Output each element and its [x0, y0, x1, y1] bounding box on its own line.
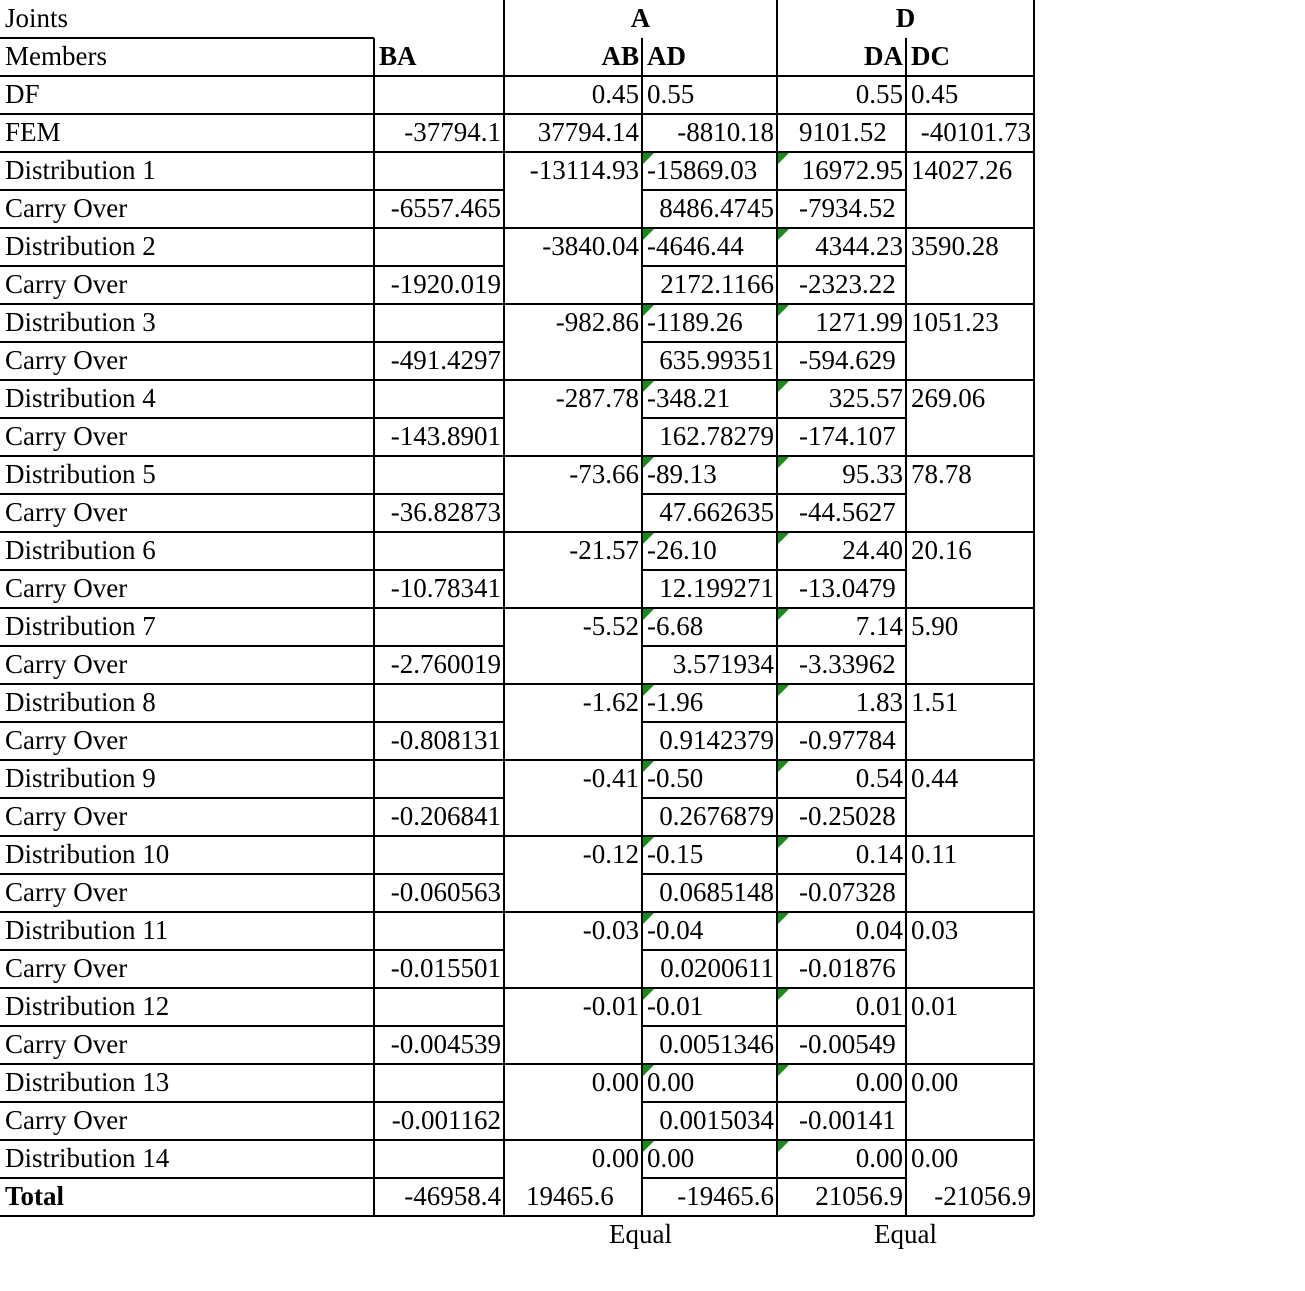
- row-label: Distribution 14: [5, 1143, 170, 1173]
- grid-line: [0, 645, 374, 647]
- cell-dc: 0.01: [911, 991, 959, 1021]
- grid-line: [374, 645, 504, 647]
- grid-line: [776, 0, 778, 1216]
- cell-ad: 0.9142379: [659, 725, 774, 755]
- error-indicator-icon: [778, 609, 789, 620]
- cell-dc: [906, 646, 1034, 684]
- grid-line: [374, 569, 504, 571]
- cell-da: -0.00141: [799, 1105, 896, 1135]
- row-label: Carry Over: [5, 649, 128, 679]
- grid-line: [0, 1025, 374, 1027]
- member-header-dc: DC: [911, 41, 950, 71]
- row-label: Carry Over: [5, 953, 128, 983]
- grid-line: [0, 721, 374, 723]
- row-label: Distribution 11: [5, 915, 169, 945]
- cell-dc: [906, 190, 1034, 228]
- joint-d-note: Equal: [874, 1219, 937, 1249]
- row-label: Distribution 5: [5, 459, 156, 489]
- cell-ad: 47.662635: [659, 497, 774, 527]
- cell-ba: [374, 76, 504, 114]
- error-indicator-icon: [778, 913, 789, 924]
- cell-dc: [906, 266, 1034, 304]
- grid-line: [0, 1063, 1034, 1065]
- cell-ab: [504, 418, 642, 456]
- row-label: Carry Over: [5, 1029, 128, 1059]
- cell-ad: -1.96: [647, 687, 704, 717]
- cell-ab: [504, 494, 642, 532]
- cell-dc: [906, 1026, 1034, 1064]
- cell-ba: -2.760019: [390, 649, 501, 679]
- cell-ab: 37794.14: [537, 117, 639, 147]
- cell-ba: -0.001162: [391, 1105, 501, 1135]
- grid-line: [0, 75, 1034, 77]
- cell-ba: -10.78341: [390, 573, 501, 603]
- row-label: DF: [5, 79, 40, 109]
- grid-line: [0, 227, 1034, 229]
- error-indicator-icon: [643, 609, 654, 620]
- grid-line: [0, 569, 374, 571]
- error-indicator-icon: [778, 153, 789, 164]
- member-header-ba: BA: [379, 41, 417, 71]
- cell-ba: [374, 456, 504, 494]
- cell-ba: -46958.4: [404, 1181, 501, 1211]
- cell-dc: 78.78: [911, 459, 972, 489]
- cell-da: -0.07328: [799, 877, 896, 907]
- error-indicator-icon: [778, 305, 789, 316]
- grid-line: [777, 645, 906, 647]
- cell-ad: -19465.6: [677, 1181, 774, 1211]
- cell-da: 325.57: [828, 383, 903, 413]
- error-indicator-icon: [778, 229, 789, 240]
- cell-ad: 8486.4745: [659, 193, 774, 223]
- error-indicator-icon: [778, 457, 789, 468]
- error-indicator-icon: [778, 989, 789, 1000]
- row-label: Carry Over: [5, 1105, 128, 1135]
- row-label: Distribution 7: [5, 611, 156, 641]
- error-indicator-icon: [778, 1141, 789, 1152]
- cell-dc: 0.00: [911, 1067, 959, 1097]
- cell-dc: 0.11: [911, 839, 958, 869]
- cell-dc: [906, 874, 1034, 912]
- grid-line: [642, 645, 777, 647]
- cell-ab: 0.45: [591, 79, 639, 109]
- grid-line: [0, 949, 374, 951]
- cell-ab: 0.00: [591, 1067, 639, 1097]
- cell-ad: -15869.03: [647, 155, 758, 185]
- grid-line: [374, 265, 504, 267]
- cell-ad: -0.04: [647, 915, 704, 945]
- cell-dc: 1.51: [911, 687, 959, 717]
- cell-ab: [504, 950, 642, 988]
- cell-ad: 0.0200611: [660, 953, 774, 983]
- member-header-ab: AB: [601, 41, 639, 71]
- cell-ab: [504, 342, 642, 380]
- row-label: FEM: [5, 117, 61, 147]
- cell-ba: -1920.019: [390, 269, 501, 299]
- grid-line: [642, 1177, 777, 1179]
- grid-line: [642, 797, 777, 799]
- error-indicator-icon: [778, 761, 789, 772]
- total-label: Total: [5, 1181, 65, 1211]
- cell-ad: -26.10: [647, 535, 717, 565]
- cell-ad: 0.55: [647, 79, 695, 109]
- grid-line: [0, 873, 374, 875]
- cell-ab: -287.78: [555, 383, 639, 413]
- cell-ad: -348.21: [647, 383, 731, 413]
- cell-ab: -0.12: [582, 839, 639, 869]
- cell-dc: 0.00: [911, 1143, 959, 1173]
- cell-ad: -8810.18: [677, 117, 774, 147]
- cell-ad: 635.99351: [659, 345, 774, 375]
- grid-line: [642, 949, 777, 951]
- cell-dc: 0.03: [911, 915, 959, 945]
- cell-ab: -0.03: [582, 915, 639, 945]
- grid-line: [374, 949, 504, 951]
- error-indicator-icon: [643, 381, 654, 392]
- cell-da: -0.00549: [799, 1029, 896, 1059]
- row-label: Distribution 2: [5, 231, 156, 261]
- cell-ba: [374, 380, 504, 418]
- cell-dc: 20.16: [911, 535, 972, 565]
- cell-ad: 3.571934: [672, 649, 774, 679]
- error-indicator-icon: [643, 1065, 654, 1076]
- cell-dc: 5.90: [911, 611, 959, 641]
- grid-line: [0, 531, 1034, 533]
- cell-ad: 0.00: [647, 1143, 695, 1173]
- grid-line: [777, 1101, 906, 1103]
- grid-line: [1033, 0, 1035, 1216]
- grid-line: [642, 721, 777, 723]
- row-label: Distribution 1: [5, 155, 156, 185]
- grid-line: [0, 113, 1034, 115]
- joint-d-header: D: [895, 3, 916, 33]
- cell-ad: 0.0051346: [659, 1029, 774, 1059]
- grid-line: [642, 341, 777, 343]
- grid-line: [777, 265, 906, 267]
- grid-line: [0, 189, 374, 191]
- cell-ab: [504, 722, 642, 760]
- row-label: Distribution 4: [5, 383, 156, 413]
- cell-ad: 162.78279: [659, 421, 774, 451]
- cell-da: -3.33962: [799, 649, 896, 679]
- cell-ba: -0.206841: [390, 801, 501, 831]
- cell-ba: [374, 532, 504, 570]
- cell-ba: [374, 152, 504, 190]
- grid-line: [777, 797, 906, 799]
- cell-da: 24.40: [842, 535, 903, 565]
- cell-ba: [374, 228, 504, 266]
- row-label: Distribution 10: [5, 839, 170, 869]
- error-indicator-icon: [643, 533, 654, 544]
- cell-dc: 0.44: [911, 763, 959, 793]
- cell-da: 4344.23: [815, 231, 903, 261]
- cell-ab: -3840.04: [542, 231, 639, 261]
- cell-da: -2323.22: [799, 269, 896, 299]
- cell-dc: [906, 722, 1034, 760]
- grid-line: [0, 1101, 374, 1103]
- cell-ab: [504, 1102, 642, 1140]
- cell-ba: [374, 608, 504, 646]
- cell-ad: 12.199271: [659, 573, 774, 603]
- error-indicator-icon: [643, 1141, 654, 1152]
- error-indicator-icon: [643, 761, 654, 772]
- cell-dc: -21056.9: [934, 1181, 1031, 1211]
- joints-label: Joints: [5, 3, 69, 33]
- error-indicator-icon: [643, 837, 654, 848]
- member-header-ad: AD: [647, 41, 686, 71]
- error-indicator-icon: [643, 229, 654, 240]
- grid-line: [373, 38, 375, 1216]
- grid-line: [0, 1215, 1034, 1217]
- grid-line: [0, 379, 1034, 381]
- cell-ba: -37794.1: [404, 117, 501, 147]
- cell-ab: [504, 266, 642, 304]
- grid-line: [642, 265, 777, 267]
- cell-ab: [504, 646, 642, 684]
- grid-line: [777, 1177, 906, 1179]
- member-header-da: DA: [864, 41, 903, 71]
- cell-ad: 2172.1166: [660, 269, 774, 299]
- cell-ad: 0.0015034: [659, 1105, 774, 1135]
- grid-line: [374, 1101, 504, 1103]
- grid-line: [0, 911, 1034, 913]
- grid-line: [374, 189, 504, 191]
- cell-ba: [374, 1140, 504, 1178]
- cell-da: 0.00: [855, 1143, 903, 1173]
- row-label: Carry Over: [5, 877, 128, 907]
- cell-dc: [906, 570, 1034, 608]
- cell-ba: -491.4297: [390, 345, 501, 375]
- cell-da: -174.107: [799, 421, 896, 451]
- cell-ba: [374, 912, 504, 950]
- cell-ab: [504, 1026, 642, 1064]
- joint-a-header: A: [630, 3, 651, 33]
- error-indicator-icon: [643, 685, 654, 696]
- cell-dc: 0.45: [911, 79, 959, 109]
- cell-ab: -73.66: [569, 459, 639, 489]
- grid-line: [0, 493, 374, 495]
- cell-ba: [374, 684, 504, 722]
- grid-line: [777, 1025, 906, 1027]
- cell-ad: -6.68: [647, 611, 704, 641]
- cell-da: 95.33: [842, 459, 903, 489]
- cell-dc: [906, 1102, 1034, 1140]
- error-indicator-icon: [778, 533, 789, 544]
- cell-ab: -0.41: [582, 763, 639, 793]
- grid-line: [642, 493, 777, 495]
- cell-ba: -6557.465: [390, 193, 501, 223]
- grid-line: [374, 721, 504, 723]
- grid-line: [0, 151, 1034, 153]
- cell-ba: [374, 304, 504, 342]
- row-label: Carry Over: [5, 269, 128, 299]
- cell-da: 1.83: [855, 687, 903, 717]
- row-label: Carry Over: [5, 573, 128, 603]
- error-indicator-icon: [643, 305, 654, 316]
- cell-dc: 14027.26: [911, 155, 1013, 185]
- grid-line: [777, 569, 906, 571]
- grid-line: [374, 1177, 504, 1179]
- grid-line: [777, 417, 906, 419]
- cell-ab: -982.86: [555, 307, 639, 337]
- cell-da: -0.97784: [799, 725, 896, 755]
- cell-ad: 0.0685148: [659, 877, 774, 907]
- row-label: Carry Over: [5, 421, 128, 451]
- cell-da: 0.04: [855, 915, 903, 945]
- row-label: Carry Over: [5, 801, 128, 831]
- row-label: Distribution 6: [5, 535, 156, 565]
- cell-ba: -0.808131: [390, 725, 501, 755]
- cell-dc: 269.06: [911, 383, 986, 413]
- cell-dc: [906, 950, 1034, 988]
- cell-ab: [504, 874, 642, 912]
- grid-line: [0, 1177, 374, 1179]
- cell-dc: [906, 494, 1034, 532]
- joint-a-note: Equal: [609, 1219, 672, 1249]
- cell-ba: -0.060563: [390, 877, 501, 907]
- cell-da: 0.55: [855, 79, 903, 109]
- error-indicator-icon: [778, 685, 789, 696]
- cell-da: 9101.52: [799, 117, 887, 147]
- grid-line: [641, 38, 643, 1216]
- cell-da: 7.14: [855, 611, 903, 641]
- grid-line: [0, 607, 1034, 609]
- cell-ba: [374, 760, 504, 798]
- cell-ab: -13114.93: [529, 155, 639, 185]
- grid-line: [0, 683, 1034, 685]
- grid-line: [0, 835, 1034, 837]
- cell-ad: 0.00: [647, 1067, 695, 1097]
- grid-line: [777, 721, 906, 723]
- grid-line: [0, 759, 1034, 761]
- grid-line: [374, 493, 504, 495]
- error-indicator-icon: [778, 381, 789, 392]
- grid-line: [0, 1139, 1034, 1141]
- grid-line: [374, 797, 504, 799]
- cell-ba: [374, 836, 504, 874]
- grid-line: [642, 873, 777, 875]
- grid-line: [374, 341, 504, 343]
- grid-line: [777, 873, 906, 875]
- grid-line: [642, 417, 777, 419]
- cell-dc: [906, 798, 1034, 836]
- row-label: Distribution 13: [5, 1067, 170, 1097]
- cell-ab: -21.57: [569, 535, 639, 565]
- cell-ba: [374, 1064, 504, 1102]
- cell-ab: [504, 570, 642, 608]
- row-label: Distribution 12: [5, 991, 170, 1021]
- cell-ba: -0.015501: [390, 953, 501, 983]
- row-label: Carry Over: [5, 497, 128, 527]
- cell-dc: 3590.28: [911, 231, 999, 261]
- error-indicator-icon: [643, 913, 654, 924]
- cell-ad: -89.13: [647, 459, 717, 489]
- cell-da: 0.00: [855, 1067, 903, 1097]
- cell-dc: -40101.73: [920, 117, 1031, 147]
- members-label: Members: [5, 41, 107, 71]
- cell-ab: [504, 190, 642, 228]
- cell-da: 16972.95: [801, 155, 903, 185]
- grid-line: [777, 949, 906, 951]
- grid-line: [642, 1101, 777, 1103]
- cell-ad: 0.2676879: [659, 801, 774, 831]
- grid-line: [374, 1025, 504, 1027]
- cell-da: 0.14: [855, 839, 903, 869]
- cell-ad: -1189.26: [647, 307, 743, 337]
- cell-da: -13.0479: [799, 573, 896, 603]
- row-label: Distribution 9: [5, 763, 156, 793]
- grid-line: [0, 265, 374, 267]
- cell-da: -44.5627: [799, 497, 896, 527]
- cell-da: 0.54: [855, 763, 903, 793]
- error-indicator-icon: [643, 153, 654, 164]
- cell-ab: [504, 798, 642, 836]
- grid-line: [642, 189, 777, 191]
- grid-line: [0, 797, 374, 799]
- grid-line: [0, 455, 1034, 457]
- cell-ad: -0.50: [647, 763, 704, 793]
- cell-da: 1271.99: [815, 307, 903, 337]
- cell-dc: [906, 418, 1034, 456]
- row-label: Distribution 3: [5, 307, 156, 337]
- cell-ab: -1.62: [582, 687, 639, 717]
- grid-line: [0, 341, 374, 343]
- error-indicator-icon: [778, 837, 789, 848]
- cell-ba: [374, 988, 504, 1026]
- error-indicator-icon: [778, 1065, 789, 1076]
- error-indicator-icon: [643, 989, 654, 1000]
- cell-ba: -0.004539: [390, 1029, 501, 1059]
- cell-da: -0.01876: [799, 953, 896, 983]
- error-indicator-icon: [643, 457, 654, 468]
- grid-line: [777, 341, 906, 343]
- grid-line: [777, 493, 906, 495]
- grid-line: [374, 873, 504, 875]
- cell-ab: -0.01: [582, 991, 639, 1021]
- cell-ba: -143.8901: [390, 421, 501, 451]
- cell-da: -594.629: [799, 345, 896, 375]
- grid-line: [0, 417, 374, 419]
- cell-ad: -4646.44: [647, 231, 744, 261]
- cell-da: 0.01: [855, 991, 903, 1021]
- grid-line: [374, 417, 504, 419]
- cell-da: 21056.9: [815, 1181, 903, 1211]
- cell-dc: [906, 342, 1034, 380]
- grid-line: [0, 303, 1034, 305]
- grid-line: [905, 38, 907, 1216]
- grid-line: [0, 37, 374, 39]
- row-label: Distribution 8: [5, 687, 156, 717]
- cell-ad: -0.01: [647, 991, 704, 1021]
- cell-ab: 19465.6: [526, 1181, 614, 1211]
- row-label: Carry Over: [5, 193, 128, 223]
- row-label: Carry Over: [5, 725, 128, 755]
- cell-dc: 1051.23: [911, 307, 999, 337]
- cell-ad: -0.15: [647, 839, 704, 869]
- grid-line: [0, 987, 1034, 989]
- cell-ba: -36.82873: [390, 497, 501, 527]
- grid-line: [642, 1025, 777, 1027]
- grid-line: [503, 0, 505, 1216]
- cell-da: -0.25028: [799, 801, 896, 831]
- grid-line: [642, 569, 777, 571]
- cell-ab: -5.52: [582, 611, 639, 641]
- row-label: Carry Over: [5, 345, 128, 375]
- grid-line: [777, 189, 906, 191]
- cell-da: -7934.52: [799, 193, 896, 223]
- cell-ab: 0.00: [591, 1143, 639, 1173]
